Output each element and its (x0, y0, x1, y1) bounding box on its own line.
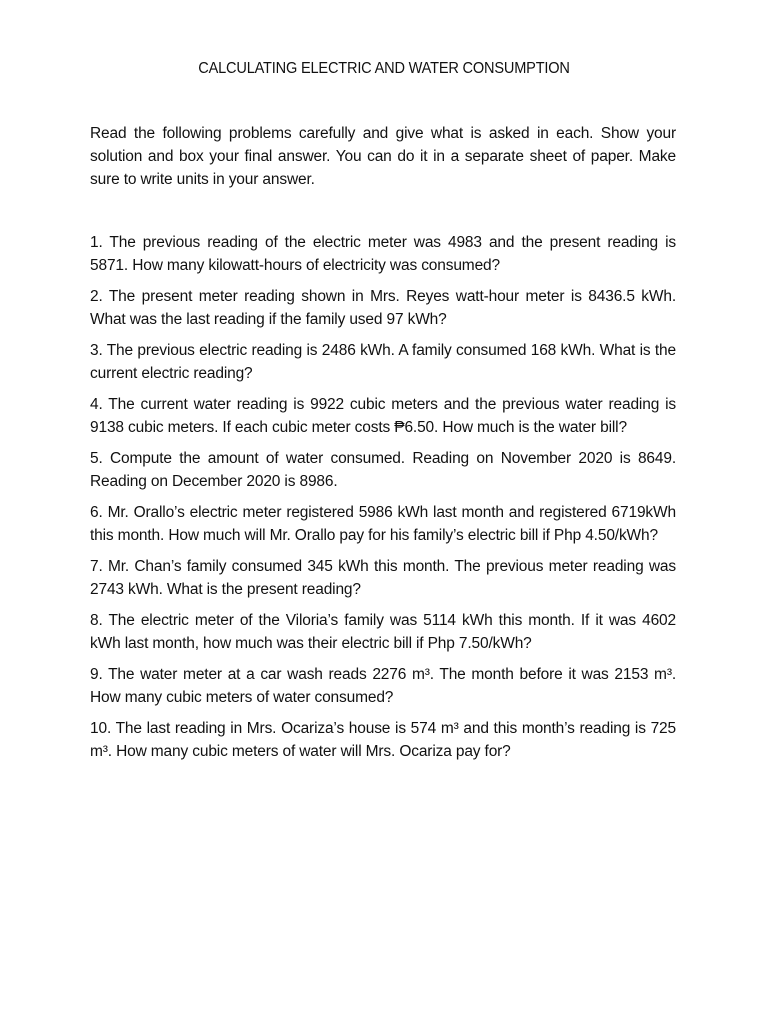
question-list (90, 232, 676, 772)
question-item: 6. Mr. Orallo’s electric meter registered 5986 kWh last month and registered 6719kWh this month. How much will Mr. Orallo pay for his family’s electric bill if Php 4.50/kWh? (90, 504, 676, 544)
question-item: 5. Compute the amount of water consumed. Reading on November 2020 is 8649. Reading on December 2020 is 8986. (90, 450, 676, 490)
question-item: 8. The electric meter of the Viloria’s family was 5114 kWh this month. If it was 4602 kWh last month, how much was their electric bill if Php 7.50/kWh? (90, 612, 676, 652)
question-item: 4. The current water reading is 9922 cubic meters and the previous water reading is 9138 cubic meters. If each cubic meter costs ₱6.50. How much is the water bill? (90, 396, 676, 436)
question-item: 3. The previous electric reading is 2486 kWh. A family consumed 168 kWh. What is the current electric reading? (90, 342, 676, 382)
question-item: 2. The present meter reading shown in Mrs. Reyes watt-hour meter is 8436.5 kWh. What was the last reading if the family used 97 kWh? (90, 288, 676, 328)
question-item: 9. The water meter at a car wash reads 2276 m³. The month before it was 2153 m³. How many cubic meters of water consumed? (90, 666, 676, 706)
page-title: CALCULATING ELECTRIC AND WATER CONSUMPTION (198, 60, 570, 77)
instructions-paragraph: Read the following problems carefully and give what is asked in each. Show your solution and box your final answer. You can do it in a separate sheet of paper. Make sure to write units in your answer. (90, 125, 676, 188)
question-item: 1. The previous reading of the electric meter was 4983 and the present reading is 5871. How many kilowatt-hours of electricity was consumed? (90, 234, 676, 274)
question-item: 10. The last reading in Mrs. Ocariza’s house is 574 m³ and this month’s reading is 725 m³. How many cubic meters of water will Mrs. Ocariza pay for? (90, 720, 676, 760)
question-item: 7. Mr. Chan’s family consumed 345 kWh this month. The previous meter reading was 2743 kWh. What is the present reading? (90, 558, 676, 598)
